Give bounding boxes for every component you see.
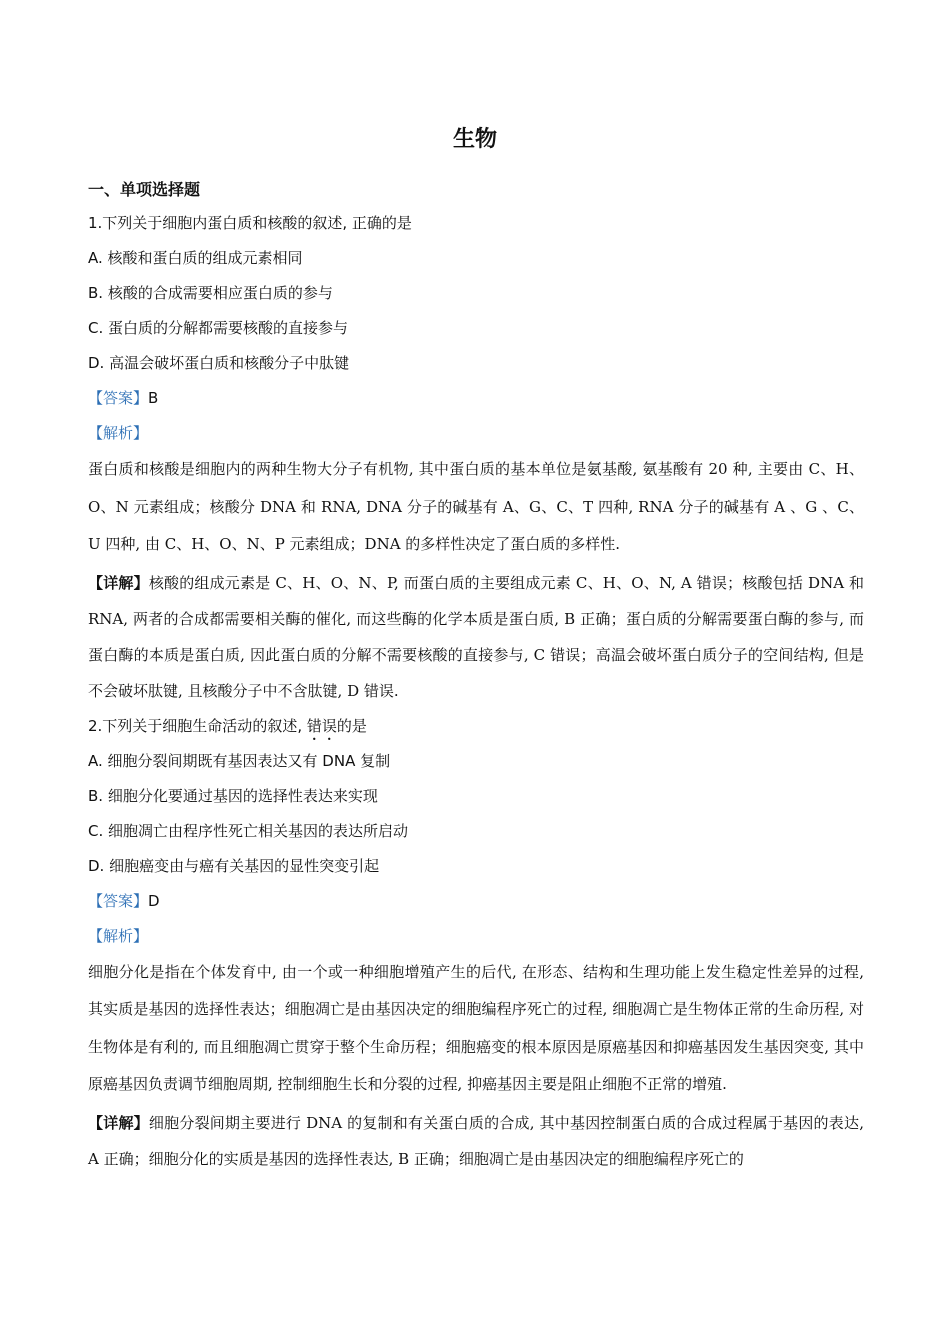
answer-value: D <box>148 891 160 910</box>
option-d: D. 高温会破坏蛋白质和核酸分子中肽键 <box>88 354 350 372</box>
analysis-text: 细胞分化是指在个体发育中, 由一个或一种细胞增殖产生的后代, 在形态、结构和生理功能上发生稳定性差异的过程, 其实质是基因的选择性表达；细胞凋亡是由基因决定的细胞编程序死亡的过程, 细胞凋亡是生物体正常的生命历程, 对生物体是有利的, 而且细胞凋亡贯穿于整个生命历程；细胞癌变的根本原因是原癌基因和抑癌基因发生基因突变, 其中原癌基因负责调节细胞周期, 控制细胞生长和分裂的过程, 抑癌基因主要是阻止细胞不正常的增殖. <box>88 962 864 1093</box>
stem-prefix: 2.下列关于细胞生命活动的叙述, <box>88 716 307 735</box>
detail-label: 【详解】 <box>88 1113 149 1132</box>
answer-line <box>88 884 864 919</box>
option-d: D. 细胞癌变由与癌有关基因的显性突变引起 <box>88 856 380 875</box>
analysis-label: 【解析】 <box>88 926 149 945</box>
question-stem: 1.下列关于细胞内蛋白质和核酸的叙述, 正确的是 <box>88 214 412 232</box>
document-body <box>88 174 864 1177</box>
answer-line <box>88 381 864 416</box>
section-heading: 一、单项选择题 <box>88 180 201 199</box>
answer-value: B <box>148 389 159 407</box>
question-2 <box>88 709 864 1177</box>
option-b: B. 核酸的合成需要相应蛋白质的参与 <box>88 284 333 302</box>
option-b: B. 细胞分化要通过基因的选择性表达来实现 <box>88 786 378 805</box>
option-a: A. 核酸和蛋白质的组成元素相同 <box>88 249 303 267</box>
detail-paragraph <box>88 1105 864 1177</box>
question-stem <box>88 709 864 744</box>
stem-emphasis: 错误 <box>306 716 337 735</box>
page-title: 生物 <box>452 127 497 152</box>
detail-text: 细胞分裂间期主要进行 DNA 的复制和有关蛋白质的合成, 其中基因控制蛋白质的合成过程属于基因的表达, A 正确；细胞分化的实质是基因的选择性表达, B 正确；细胞凋亡是由基因决定的细胞编程序死亡的 <box>88 1113 864 1168</box>
option-a: A. 细胞分裂间期既有基因表达又有 DNA 复制 <box>88 751 391 770</box>
stem-suffix: 的是 <box>336 716 367 735</box>
detail-paragraph <box>88 565 864 709</box>
option-c: C. 细胞凋亡由程序性死亡相关基因的表达所启动 <box>88 821 409 840</box>
analysis-label: 【解析】 <box>88 424 149 442</box>
answer-label: 【答案】 <box>88 891 149 910</box>
answer-label: 【答案】 <box>88 389 149 407</box>
detail-label: 【详解】 <box>88 573 149 592</box>
analysis-text: 蛋白质和核酸是细胞内的两种生物大分子有机物, 其中蛋白质的基本单位是氨基酸, 氨基酸有 20 种, 主要由 C、H、O、N 元素组成；核酸分 DNA 和 RNA, DNA 分子的碱基有 A、G、C、T 四种, RNA 分子的碱基有 A 、G 、C、U 四种, 由 C、H、O、N、P 元素组成；DNA 的多样性决定了蛋白质的多样性. <box>88 460 864 553</box>
option-c: C. 蛋白质的分解都需要核酸的直接参与 <box>88 319 349 337</box>
detail-text: 核酸的组成元素是 C、H、O、N、P, 而蛋白质的主要组成元素 C、H、O、N, A 错误；核酸包括 DNA 和 RNA, 两者的合成都需要相关酶的催化, 而这些酶的化学本质是蛋白质, B 正确；蛋白质的分解需要蛋白酶的参与, 而蛋白酶的本质是蛋白质, 因此蛋白质的分解不需要核酸的直接参与, C 错误；高温会破坏蛋白质分子的空间结构, 但是不会破坏肽键, 且核酸分子中不含肽键, D 错误. <box>88 573 864 700</box>
question-1 <box>88 206 864 709</box>
